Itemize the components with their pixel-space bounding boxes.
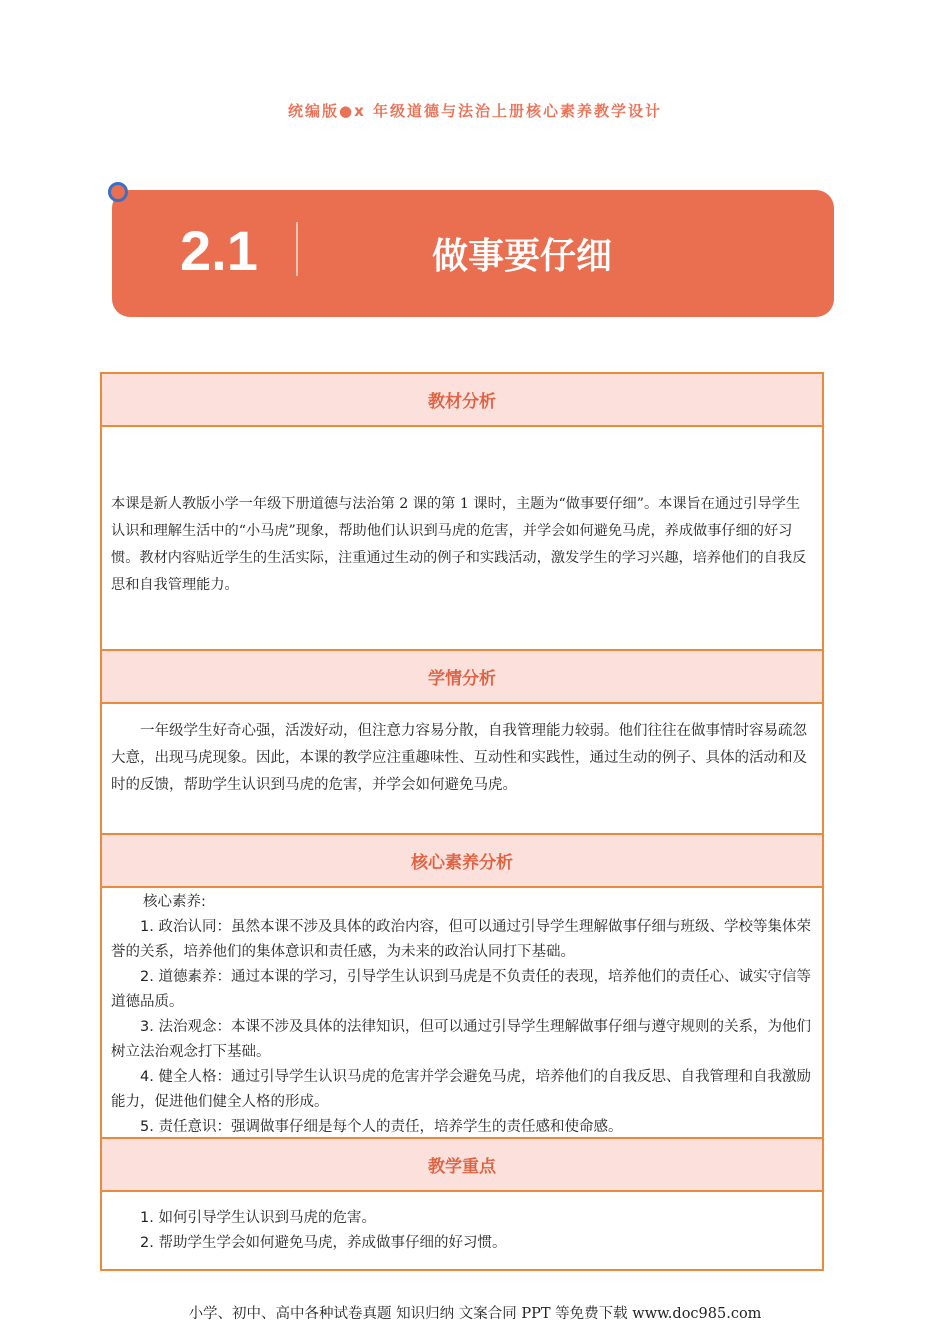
core-label: 核心素养: <box>143 894 206 910</box>
focus-item: 1. 如何引导学生认识到马虎的危害。 <box>140 1210 376 1226</box>
student-paragraph: 一年级学生好奇心强，活泼好动，但注意力容易分散，自我管理能力较弱。他们往往在做事情时容易疏忽大意，出现马虎现象。因此，本课的教学应注重趣味性、互动性和实践性，通过生动的例子、具体的活动和及时的反馈，帮助学生认识到马虎的危害，并学会如何避免马虎。 <box>111 723 807 793</box>
section-body-core <box>102 888 822 1139</box>
section-body-focus <box>102 1192 822 1269</box>
section-body-textbook <box>102 427 822 651</box>
core-item: 5. 责任意识：强调做事仔细是每个人的责任，培养学生的责任感和使命感。 <box>140 1119 623 1135</box>
section-title-textbook: 教材分析 <box>102 374 822 427</box>
section-title-core: 核心素养分析 <box>102 835 822 888</box>
section-title-focus: 教学重点 <box>102 1139 822 1192</box>
focus-item: 2. 帮助学生学会如何避免马虎，养成做事仔细的好习惯。 <box>140 1235 507 1251</box>
section-title-student: 学情分析 <box>102 651 822 704</box>
lesson-number: 2.1 <box>180 219 258 282</box>
core-item: 4. 健全人格：通过引导学生认识马虎的危害并学会避免马虎，培养他们的自我反思、自我管理和自我激励能力，促进他们健全人格的形成。 <box>111 1069 811 1110</box>
lesson-title: 做事要仔细 <box>432 236 613 277</box>
lesson-table <box>100 372 824 1271</box>
textbook-paragraph: 本课是新人教版小学一年级下册道德与法治第 2 课的第 1 课时，主题为“做事要仔细”。本课旨在通过引导学生认识和理解生活中的“小马虎”现象，帮助他们认识到马虎的危害，并学会如何避免马虎，养成做事仔细的好习惯。教材内容贴近学生的生活实际，注重通过生动的例子和实践活动，激发学生的学习兴趣，培养他们的自我反思和自我管理能力。 <box>111 496 807 593</box>
page-footer: 小学、初中、高中各种试卷真题 知识归纳 文案合同 PPT 等免费下载 www.doc985.com <box>188 1306 762 1322</box>
page-header: 统编版●x 年级道德与法治上册核心素养教学设计 <box>288 102 662 120</box>
section-body-student <box>102 704 822 835</box>
banner-divider <box>296 222 298 276</box>
core-item: 1. 政治认同：虽然本课不涉及具体的政治内容，但可以通过引导学生理解做事仔细与班级、学校等集体荣誉的关系，培养他们的集体意识和责任感，为未来的政治认同打下基础。 <box>111 919 811 960</box>
core-item: 2. 道德素养：通过本课的学习，引导学生认识到马虎是不负责任的表现，培养他们的责任心、诚实守信等道德品质。 <box>111 969 811 1010</box>
core-item: 3. 法治观念：本课不涉及具体的法律知识，但可以通过引导学生理解做事仔细与遵守规则的关系，为他们树立法治观念打下基础。 <box>111 1019 811 1060</box>
banner-dot-decoration <box>108 182 128 202</box>
